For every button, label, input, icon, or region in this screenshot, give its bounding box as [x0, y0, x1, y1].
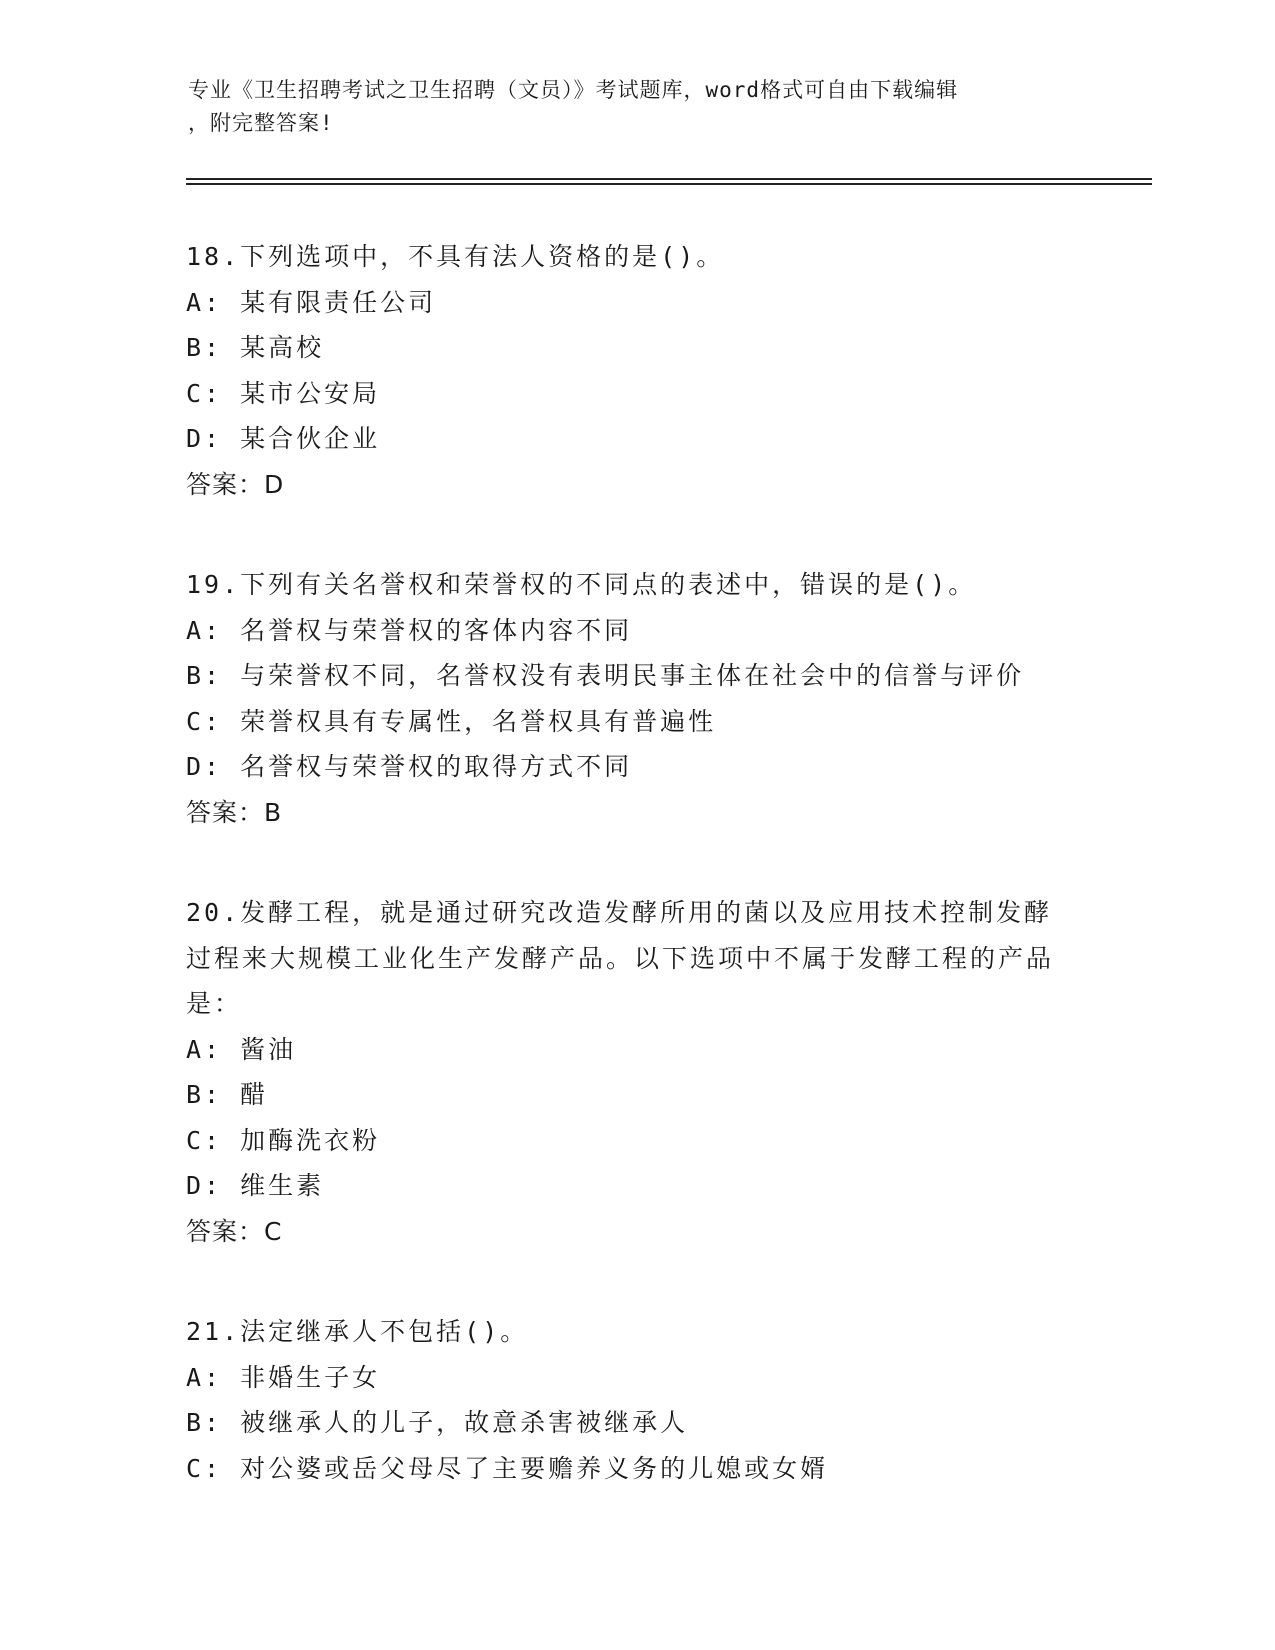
question-18 [186, 234, 1086, 507]
option-d: D: 维生素 [186, 1171, 325, 1200]
question-20 [186, 890, 1086, 1254]
option-d: D: 某合伙企业 [186, 424, 381, 453]
answer-line: 答案：C [186, 1216, 283, 1246]
question-text: 20.发酵工程，就是通过研究改造发酵所用的菌以及应用技术控制发酵过程来大规模工业化生产发酵产品。以下选项中不属于发酵工程的产品是： [186, 898, 1055, 1018]
question-text: 21.法定继承人不包括()。 [186, 1317, 529, 1346]
header-line-2: ，附完整答案! [188, 111, 334, 135]
option-a: A: 酱油 [186, 1034, 297, 1064]
header-line-1: 专业《卫生招聘考试之卫生招聘（文员）》考试题库，word格式可自由下载编辑 [188, 78, 959, 102]
question-21 [186, 1309, 1086, 1491]
answer-line: 答案：B [186, 797, 283, 827]
option-c: C: 加酶洗衣粉 [186, 1125, 381, 1155]
option-b: B: 某高校 [186, 333, 325, 362]
option-a: A: 某有限责任公司 [186, 287, 437, 317]
header-rule-top [186, 178, 1152, 180]
option-c: C: 某市公安局 [186, 378, 381, 408]
option-b: B: 与荣誉权不同，名誉权没有表明民事主体在社会中的信誉与评价 [186, 661, 1025, 690]
document-header [188, 74, 1088, 140]
option-c: C: 荣誉权具有专属性，名誉权具有普遍性 [186, 706, 717, 736]
question-list [186, 234, 1086, 1546]
question-19 [186, 562, 1086, 835]
option-c: C: 对公婆或岳父母尽了主要赡养义务的儿媳或女婿 [186, 1453, 829, 1483]
answer-line: 答案：D [186, 469, 285, 499]
option-a: A: 非婚生子女 [186, 1362, 381, 1392]
option-b: B: 被继承人的儿子，故意杀害被继承人 [186, 1408, 689, 1437]
option-d: D: 名誉权与荣誉权的取得方式不同 [186, 752, 633, 781]
option-b: B: 醋 [186, 1080, 269, 1109]
header-rule-bottom [186, 183, 1152, 185]
question-text: 18.下列选项中，不具有法人资格的是()。 [186, 242, 725, 271]
question-text: 19.下列有关名誉权和荣誉权的不同点的表述中，错误的是()。 [186, 570, 977, 599]
option-a: A: 名誉权与荣誉权的客体内容不同 [186, 615, 633, 645]
